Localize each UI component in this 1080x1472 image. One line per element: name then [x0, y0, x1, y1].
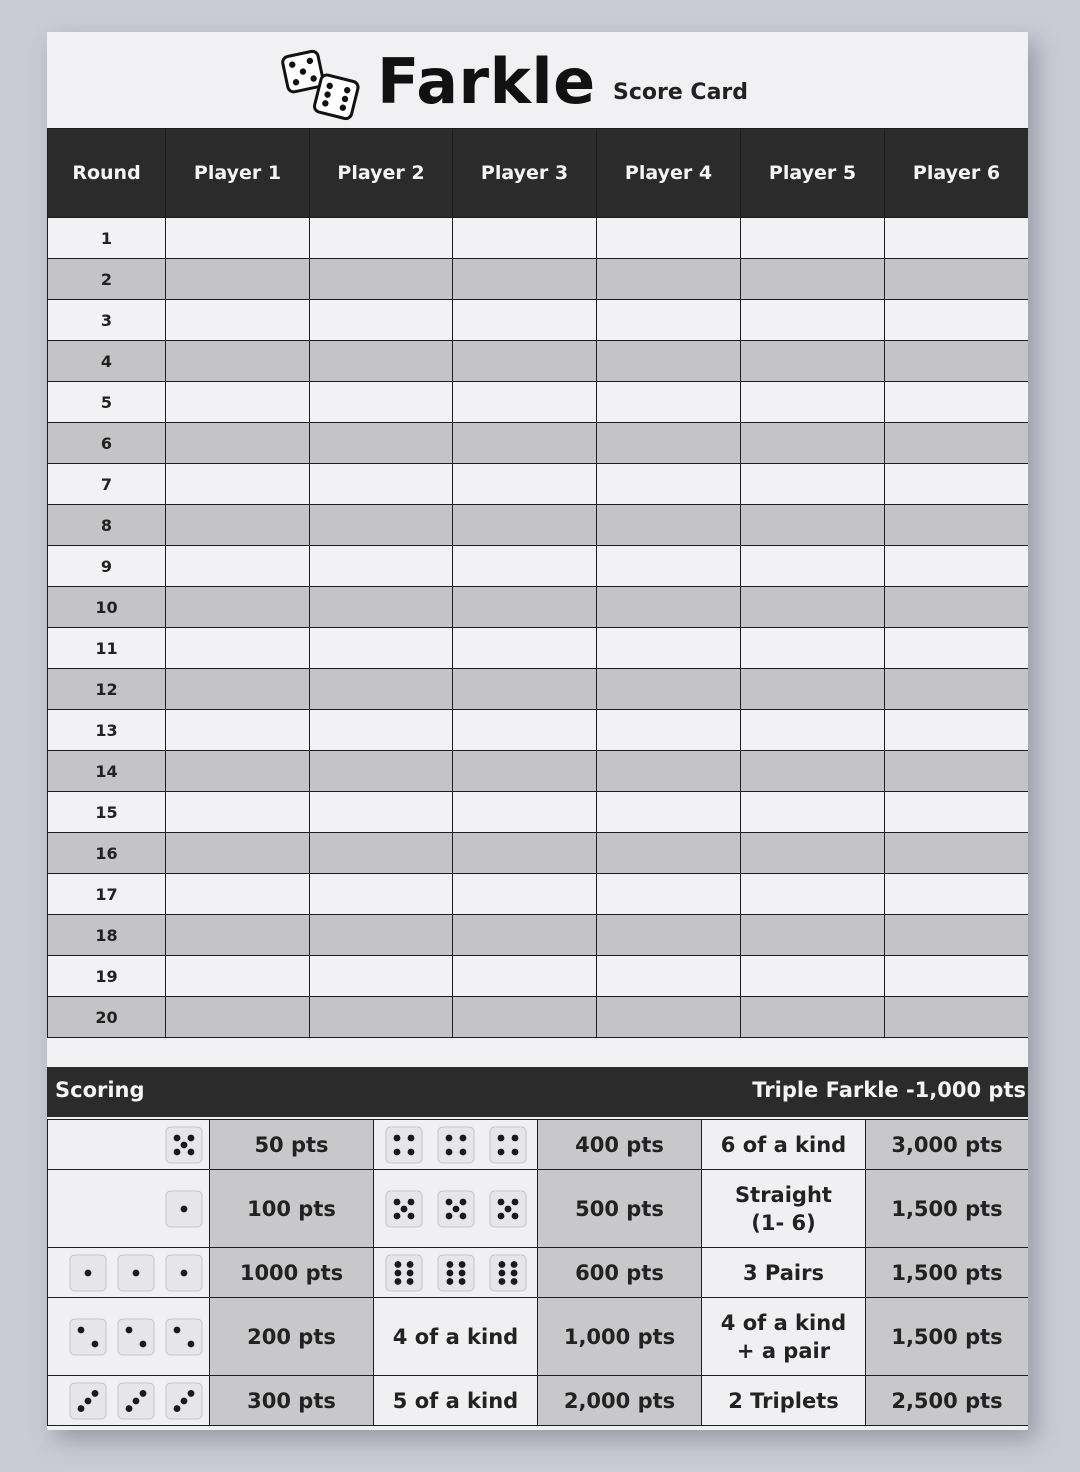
- score-cell-player-4[interactable]: [597, 382, 741, 423]
- score-cell-player-4[interactable]: [597, 587, 741, 628]
- player-6-header: Player 6: [885, 129, 1029, 218]
- score-cell-player-2[interactable]: [310, 956, 453, 997]
- score-cell-player-4[interactable]: [597, 341, 741, 382]
- round-number: 7: [48, 464, 166, 505]
- points-value: 2,500 pts: [866, 1376, 1029, 1426]
- score-cell-player-4[interactable]: [597, 710, 741, 751]
- round-number: 5: [48, 382, 166, 423]
- die-face-2-icon: [117, 1318, 155, 1356]
- score-cell-player-5[interactable]: [741, 669, 885, 710]
- score-sheet: [47, 32, 1028, 1430]
- score-cell-player-5[interactable]: [741, 710, 885, 751]
- score-cell-player-6[interactable]: [885, 833, 1029, 874]
- score-cell-player-1[interactable]: [166, 259, 310, 300]
- score-cell-player-3[interactable]: [453, 833, 597, 874]
- score-cell-player-4[interactable]: [597, 833, 741, 874]
- table-row: [48, 792, 1029, 833]
- table-row: [48, 464, 1029, 505]
- score-cell-player-6[interactable]: [885, 218, 1029, 259]
- score-cell-player-3[interactable]: [453, 505, 597, 546]
- combo-label: 5 of a kind: [374, 1376, 538, 1426]
- die-face-1-icon: [165, 1254, 203, 1292]
- die-face-1-icon: [117, 1254, 155, 1292]
- score-cell-player-2[interactable]: [310, 546, 453, 587]
- score-cell-player-2[interactable]: [310, 382, 453, 423]
- die-face-5-icon: [437, 1190, 475, 1228]
- score-cell-player-6[interactable]: [885, 464, 1029, 505]
- score-cell-player-3[interactable]: [453, 710, 597, 751]
- score-cell-player-5[interactable]: [741, 792, 885, 833]
- score-cell-player-1[interactable]: [166, 423, 310, 464]
- table-row: [48, 423, 1029, 464]
- scoring-reference-body: [48, 1120, 1029, 1426]
- score-cell-player-6[interactable]: [885, 874, 1029, 915]
- score-cell-player-3[interactable]: [453, 956, 597, 997]
- die-face-3-icon: [117, 1382, 155, 1420]
- score-cell-player-5[interactable]: [741, 259, 885, 300]
- player-1-header: Player 1: [166, 129, 310, 218]
- score-cell-player-6[interactable]: [885, 587, 1029, 628]
- score-cell-player-5[interactable]: [741, 341, 885, 382]
- score-cell-player-2[interactable]: [310, 300, 453, 341]
- die-face-6-icon: [385, 1254, 423, 1292]
- table-row: [48, 218, 1029, 259]
- score-cell-player-5[interactable]: [741, 464, 885, 505]
- score-cell-player-4[interactable]: [597, 300, 741, 341]
- score-cell-player-5[interactable]: [741, 833, 885, 874]
- score-cell-player-1[interactable]: [166, 546, 310, 587]
- scoring-row: [48, 1298, 1029, 1376]
- die-face-6-icon: [437, 1254, 475, 1292]
- score-cell-player-3[interactable]: [453, 669, 597, 710]
- score-cell-player-2[interactable]: [310, 915, 453, 956]
- round-number: 3: [48, 300, 166, 341]
- score-cell-player-5[interactable]: [741, 997, 885, 1038]
- points-value: 600 pts: [538, 1248, 702, 1298]
- score-cell-player-2[interactable]: [310, 259, 453, 300]
- score-cell-player-3[interactable]: [453, 423, 597, 464]
- dice-combo-cell: [374, 1120, 538, 1170]
- score-cell-player-5[interactable]: [741, 587, 885, 628]
- points-value: 200 pts: [210, 1298, 374, 1376]
- score-cell-player-3[interactable]: [453, 259, 597, 300]
- score-cell-player-3[interactable]: [453, 792, 597, 833]
- scoring-label: Scoring: [55, 1078, 145, 1102]
- round-header: Round: [48, 129, 166, 218]
- title-area: [47, 32, 1028, 128]
- round-number: 17: [48, 874, 166, 915]
- points-value: 100 pts: [210, 1170, 374, 1248]
- score-cell-player-4[interactable]: [597, 423, 741, 464]
- score-cell-player-3[interactable]: [453, 587, 597, 628]
- score-cell-player-3[interactable]: [453, 628, 597, 669]
- scoring-row: [48, 1170, 1029, 1248]
- round-number: 1: [48, 218, 166, 259]
- dice-group: [48, 1254, 209, 1292]
- combo-label: 4 of a kind + a pair: [702, 1298, 866, 1376]
- points-value: 1,500 pts: [866, 1248, 1029, 1298]
- score-cell-player-2[interactable]: [310, 341, 453, 382]
- score-cell-player-4[interactable]: [597, 751, 741, 792]
- dice-combo-cell: [48, 1376, 210, 1426]
- dice-group: [48, 1318, 209, 1356]
- table-row: [48, 505, 1029, 546]
- score-cell-player-3[interactable]: [453, 546, 597, 587]
- score-cell-player-2[interactable]: [310, 792, 453, 833]
- player-3-header: Player 3: [453, 129, 597, 218]
- points-value: 3,000 pts: [866, 1120, 1029, 1170]
- combo-label: 6 of a kind: [702, 1120, 866, 1170]
- score-cell-player-4[interactable]: [597, 792, 741, 833]
- score-cell-player-5[interactable]: [741, 505, 885, 546]
- score-cell-player-3[interactable]: [453, 341, 597, 382]
- score-cell-player-2[interactable]: [310, 710, 453, 751]
- score-table: [47, 128, 1028, 1038]
- combo-label: 2 Triplets: [702, 1376, 866, 1426]
- score-cell-player-2[interactable]: [310, 669, 453, 710]
- score-cell-player-6[interactable]: [885, 382, 1029, 423]
- score-cell-player-5[interactable]: [741, 915, 885, 956]
- score-cell-player-2[interactable]: [310, 505, 453, 546]
- score-cell-player-1[interactable]: [166, 997, 310, 1038]
- die-face-6-icon: [489, 1254, 527, 1292]
- page-subtitle: Score Card: [613, 80, 749, 105]
- combo-label: 4 of a kind: [374, 1298, 538, 1376]
- points-value: 50 pts: [210, 1120, 374, 1170]
- table-row: [48, 382, 1029, 423]
- scoring-reference-table: [47, 1119, 1028, 1426]
- dice-combo-cell: [48, 1248, 210, 1298]
- score-cell-player-1[interactable]: [166, 751, 310, 792]
- dice-group: [48, 1126, 209, 1164]
- score-cell-player-1[interactable]: [166, 628, 310, 669]
- score-cell-player-5[interactable]: [741, 546, 885, 587]
- points-value: 400 pts: [538, 1120, 702, 1170]
- score-cell-player-3[interactable]: [453, 464, 597, 505]
- score-cell-player-6[interactable]: [885, 505, 1029, 546]
- score-body: [48, 218, 1029, 1038]
- score-cell-player-1[interactable]: [166, 792, 310, 833]
- dice-combo-cell: [374, 1248, 538, 1298]
- die-face-4-icon: [489, 1126, 527, 1164]
- table-row: [48, 710, 1029, 751]
- round-number: 6: [48, 423, 166, 464]
- dice-combo-cell: [48, 1120, 210, 1170]
- score-cell-player-5[interactable]: [741, 423, 885, 464]
- score-cell-player-1[interactable]: [166, 587, 310, 628]
- score-cell-player-5[interactable]: [741, 300, 885, 341]
- die-face-5-icon: [489, 1190, 527, 1228]
- points-value: 1,500 pts: [866, 1170, 1029, 1248]
- die-face-4-icon: [437, 1126, 475, 1164]
- score-cell-player-1[interactable]: [166, 464, 310, 505]
- table-row: [48, 915, 1029, 956]
- score-cell-player-6[interactable]: [885, 341, 1029, 382]
- points-value: 500 pts: [538, 1170, 702, 1248]
- score-cell-player-2[interactable]: [310, 833, 453, 874]
- table-row: [48, 874, 1029, 915]
- dice-group: [48, 1190, 209, 1228]
- points-value: 2,000 pts: [538, 1376, 702, 1426]
- score-cell-player-6[interactable]: [885, 792, 1029, 833]
- score-cell-player-1[interactable]: [166, 833, 310, 874]
- round-number: 19: [48, 956, 166, 997]
- table-row: [48, 300, 1029, 341]
- round-number: 9: [48, 546, 166, 587]
- score-cell-player-3[interactable]: [453, 382, 597, 423]
- score-cell-player-1[interactable]: [166, 710, 310, 751]
- round-number: 12: [48, 669, 166, 710]
- die-face-5-icon: [385, 1190, 423, 1228]
- die-face-2-icon: [69, 1318, 107, 1356]
- scoring-row: [48, 1120, 1029, 1170]
- table-row: [48, 997, 1029, 1038]
- round-number: 15: [48, 792, 166, 833]
- score-cell-player-4[interactable]: [597, 997, 741, 1038]
- score-cell-player-4[interactable]: [597, 546, 741, 587]
- round-number: 20: [48, 997, 166, 1038]
- table-row: [48, 259, 1029, 300]
- score-cell-player-6[interactable]: [885, 710, 1029, 751]
- die-face-4-icon: [385, 1126, 423, 1164]
- score-cell-player-4[interactable]: [597, 956, 741, 997]
- points-value: 1,500 pts: [866, 1298, 1029, 1376]
- score-cell-player-4[interactable]: [597, 628, 741, 669]
- score-cell-player-6[interactable]: [885, 669, 1029, 710]
- dice-group: [374, 1126, 537, 1164]
- score-cell-player-6[interactable]: [885, 915, 1029, 956]
- score-cell-player-6[interactable]: [885, 300, 1029, 341]
- score-cell-player-3[interactable]: [453, 218, 597, 259]
- die-face-1-icon: [69, 1254, 107, 1292]
- score-cell-player-2[interactable]: [310, 997, 453, 1038]
- scoring-row: [48, 1248, 1029, 1298]
- table-row: [48, 956, 1029, 997]
- score-cell-player-3[interactable]: [453, 874, 597, 915]
- score-cell-player-4[interactable]: [597, 259, 741, 300]
- score-cell-player-2[interactable]: [310, 628, 453, 669]
- score-cell-player-1[interactable]: [166, 505, 310, 546]
- score-cell-player-3[interactable]: [453, 300, 597, 341]
- points-value: 1000 pts: [210, 1248, 374, 1298]
- score-cell-player-2[interactable]: [310, 423, 453, 464]
- round-number: 4: [48, 341, 166, 382]
- dice-combo-cell: [48, 1298, 210, 1376]
- round-number: 13: [48, 710, 166, 751]
- dice-group: [374, 1254, 537, 1292]
- round-number: 18: [48, 915, 166, 956]
- score-cell-player-1[interactable]: [166, 669, 310, 710]
- dice-group: [48, 1382, 209, 1420]
- points-value: 1,000 pts: [538, 1298, 702, 1376]
- score-cell-player-5[interactable]: [741, 218, 885, 259]
- score-cell-player-4[interactable]: [597, 218, 741, 259]
- score-cell-player-2[interactable]: [310, 874, 453, 915]
- score-cell-player-2[interactable]: [310, 587, 453, 628]
- triple-farkle-label: Triple Farkle -1,000 pts: [752, 1078, 1026, 1102]
- table-row: [48, 833, 1029, 874]
- dice-pair-icon: [279, 44, 365, 126]
- score-cell-player-1[interactable]: [166, 218, 310, 259]
- page-title: Farkle: [377, 45, 596, 118]
- score-cell-player-6[interactable]: [885, 546, 1029, 587]
- round-number: 8: [48, 505, 166, 546]
- score-cell-player-2[interactable]: [310, 464, 453, 505]
- dice-combo-cell: [48, 1170, 210, 1248]
- score-cell-player-3[interactable]: [453, 997, 597, 1038]
- die-face-5-icon: [165, 1126, 203, 1164]
- scoring-bar: [47, 1067, 1028, 1117]
- score-cell-player-4[interactable]: [597, 464, 741, 505]
- points-value: 300 pts: [210, 1376, 374, 1426]
- score-cell-player-6[interactable]: [885, 259, 1029, 300]
- die-face-3-icon: [165, 1382, 203, 1420]
- score-cell-player-4[interactable]: [597, 669, 741, 710]
- score-cell-player-2[interactable]: [310, 218, 453, 259]
- scoring-row: [48, 1376, 1029, 1426]
- round-number: 10: [48, 587, 166, 628]
- table-row: [48, 341, 1029, 382]
- score-cell-player-4[interactable]: [597, 505, 741, 546]
- score-cell-player-2[interactable]: [310, 751, 453, 792]
- score-cell-player-5[interactable]: [741, 382, 885, 423]
- die-face-3-icon: [69, 1382, 107, 1420]
- score-cell-player-3[interactable]: [453, 915, 597, 956]
- score-cell-player-6[interactable]: [885, 751, 1029, 792]
- score-cell-player-4[interactable]: [597, 874, 741, 915]
- score-cell-player-1[interactable]: [166, 874, 310, 915]
- die-face-2-icon: [165, 1318, 203, 1356]
- score-cell-player-1[interactable]: [166, 300, 310, 341]
- score-cell-player-5[interactable]: [741, 874, 885, 915]
- score-cell-player-1[interactable]: [166, 915, 310, 956]
- score-cell-player-1[interactable]: [166, 382, 310, 423]
- score-cell-player-1[interactable]: [166, 956, 310, 997]
- dice-group: [374, 1190, 537, 1228]
- score-cell-player-6[interactable]: [885, 956, 1029, 997]
- combo-label: 3 Pairs: [702, 1248, 866, 1298]
- combo-label: Straight (1- 6): [702, 1170, 866, 1248]
- player-2-header: Player 2: [310, 129, 453, 218]
- round-number: 14: [48, 751, 166, 792]
- table-row: [48, 546, 1029, 587]
- player-4-header: Player 4: [597, 129, 741, 218]
- table-row: [48, 751, 1029, 792]
- header-row: [48, 129, 1029, 218]
- round-number: 2: [48, 259, 166, 300]
- score-cell-player-3[interactable]: [453, 751, 597, 792]
- dice-combo-cell: [374, 1170, 538, 1248]
- score-cell-player-6[interactable]: [885, 997, 1029, 1038]
- score-cell-player-6[interactable]: [885, 628, 1029, 669]
- round-number: 11: [48, 628, 166, 669]
- round-number: 16: [48, 833, 166, 874]
- score-cell-player-5[interactable]: [741, 956, 885, 997]
- score-cell-player-5[interactable]: [741, 751, 885, 792]
- score-cell-player-6[interactable]: [885, 423, 1029, 464]
- score-cell-player-1[interactable]: [166, 341, 310, 382]
- table-row: [48, 587, 1029, 628]
- table-row: [48, 669, 1029, 710]
- score-cell-player-5[interactable]: [741, 628, 885, 669]
- table-row: [48, 628, 1029, 669]
- score-cell-player-4[interactable]: [597, 915, 741, 956]
- die-face-1-icon: [165, 1190, 203, 1228]
- player-5-header: Player 5: [741, 129, 885, 218]
